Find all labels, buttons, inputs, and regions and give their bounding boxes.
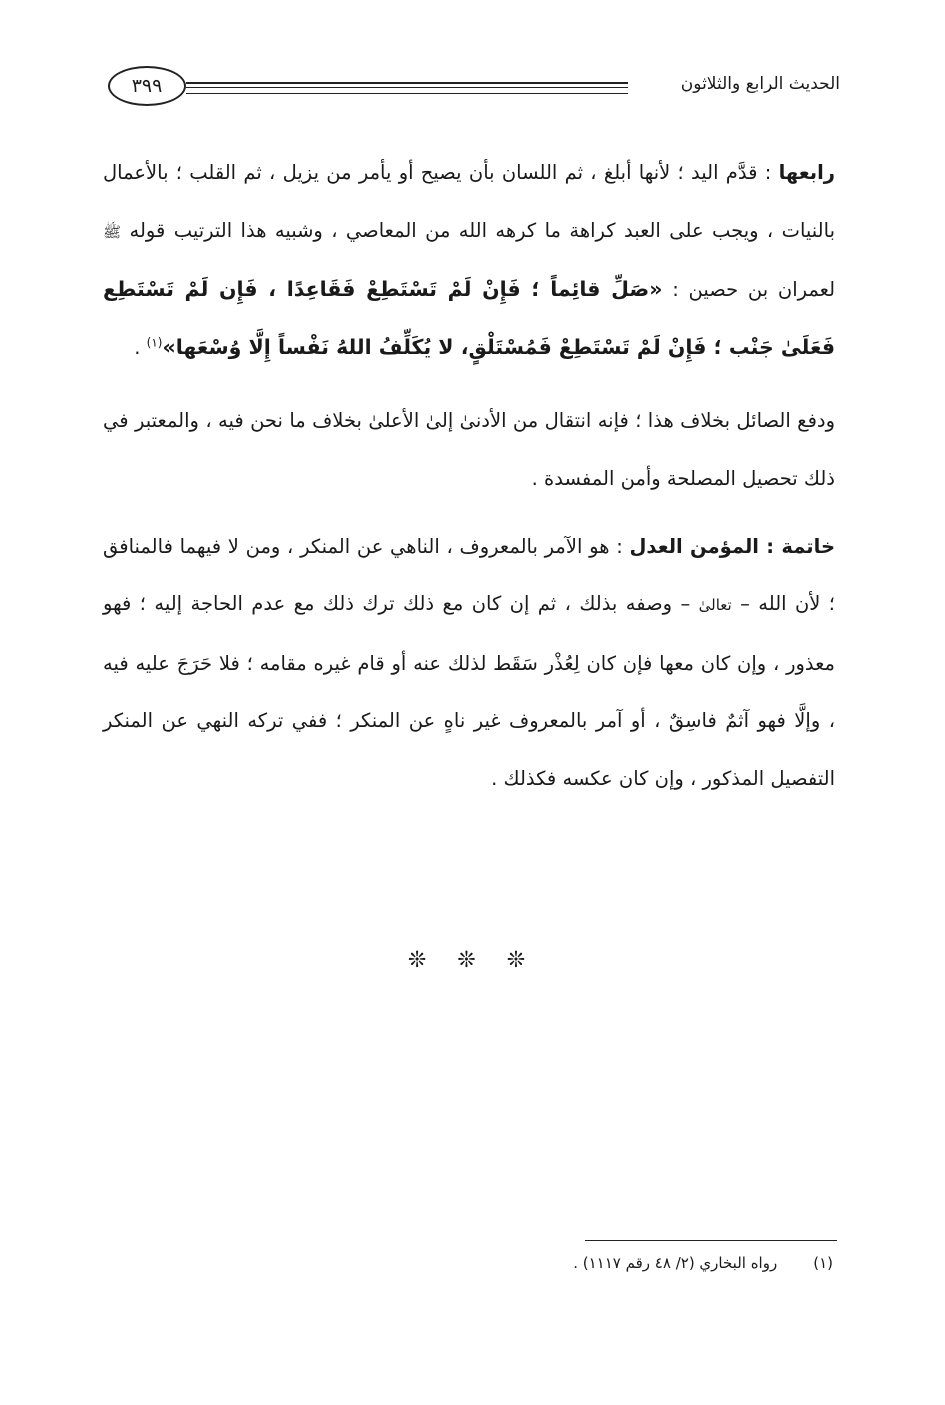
paragraph-lead: رابعها xyxy=(778,161,835,184)
honorific-glyph: ﷺ xyxy=(103,222,122,241)
paragraph-repelling-aggressor: ودفع الصائل بخلاف هذا ؛ فإنه انتقال من الأدنىٰ إلىٰ الأعلىٰ بخلاف ما نحن فيه ، والمعتبر في ذلك تحصيل المصلحة وأمن المفسدة . xyxy=(103,409,835,490)
paragraph-text: لعمران بن حصين : xyxy=(672,278,836,302)
hadith-quote: «صَلِّ قائِماً ؛ فَإِنْ لَمْ تَسْتَطِعْ فَقَاعِدًا ، فَإِن لَمْ تَسْتَطِع فَعَلَىٰ جَنْب ؛ فَإِنْ لَمْ تَسْتَطِعْ فَمُسْتَلْقٍ، لا يُكَلِّفُ اللهُ نَفْساً إِلَّا وُسْعَها» xyxy=(103,277,835,359)
running-title: الحديث الرابع والثلاثون xyxy=(680,74,840,94)
section-separator: ❊ ❊ ❊ xyxy=(407,948,538,973)
footnote-text: رواه البخاري (٢/ ٤٨ رقم ١١١٧) . xyxy=(573,1254,778,1272)
honorific-glyph: تعالىٰ xyxy=(698,596,732,615)
page-header xyxy=(108,66,840,110)
paragraph-text: : قدَّم اليد ؛ لأنها أبلغ ، ثم اللسان بأن يصيح أو يأمر من يزيل ، ثم القلب ؛ بالأعمال بالنيات ، ويجب على العبد كراهة ما كرهه الله من المعاصي ، وشبيه هذا الترتيب قوله xyxy=(103,161,835,242)
paragraph-fourth xyxy=(103,144,835,376)
footnote xyxy=(573,1254,833,1272)
header-rule xyxy=(186,82,628,94)
paragraph-conclusion xyxy=(103,518,835,808)
paragraph-lead: خاتمة : المؤمن العدل xyxy=(629,534,835,558)
footnote-number: (١) xyxy=(813,1254,833,1272)
paragraph-text: – وصفه بذلك ، ثم إن كان مع ذلك ترك ذلك مع عدم الحاجة إليه ؛ فهو معذور ، وإن كان معها فإن كان لِعُذْر سَقَط لذلك عنه أو قام غيره مقامه ؛ فلا حَرَجَ عليه فيه ، وإلَّا فهو آثمٌ فاسِقٌ ، أو آمر بالمعروف غير ناهٍ عن المنكر ؛ ففي تركه النهي عن المنكر التفصيل المذكور ، وإن كان عكسه فكذلك . xyxy=(103,592,835,790)
footnote-reference[interactable]: (١) xyxy=(146,335,163,350)
paragraph-text: : هو الآمر بالمعروف ، الناهي عن المنكر ، ومن لا فيهما فالمنافق ؛ لأن الله – xyxy=(103,534,836,616)
page-number: ٣٩٩ xyxy=(108,66,186,106)
footnote-rule xyxy=(585,1240,837,1241)
paragraph-end: . xyxy=(134,335,141,359)
main-text xyxy=(103,144,835,808)
